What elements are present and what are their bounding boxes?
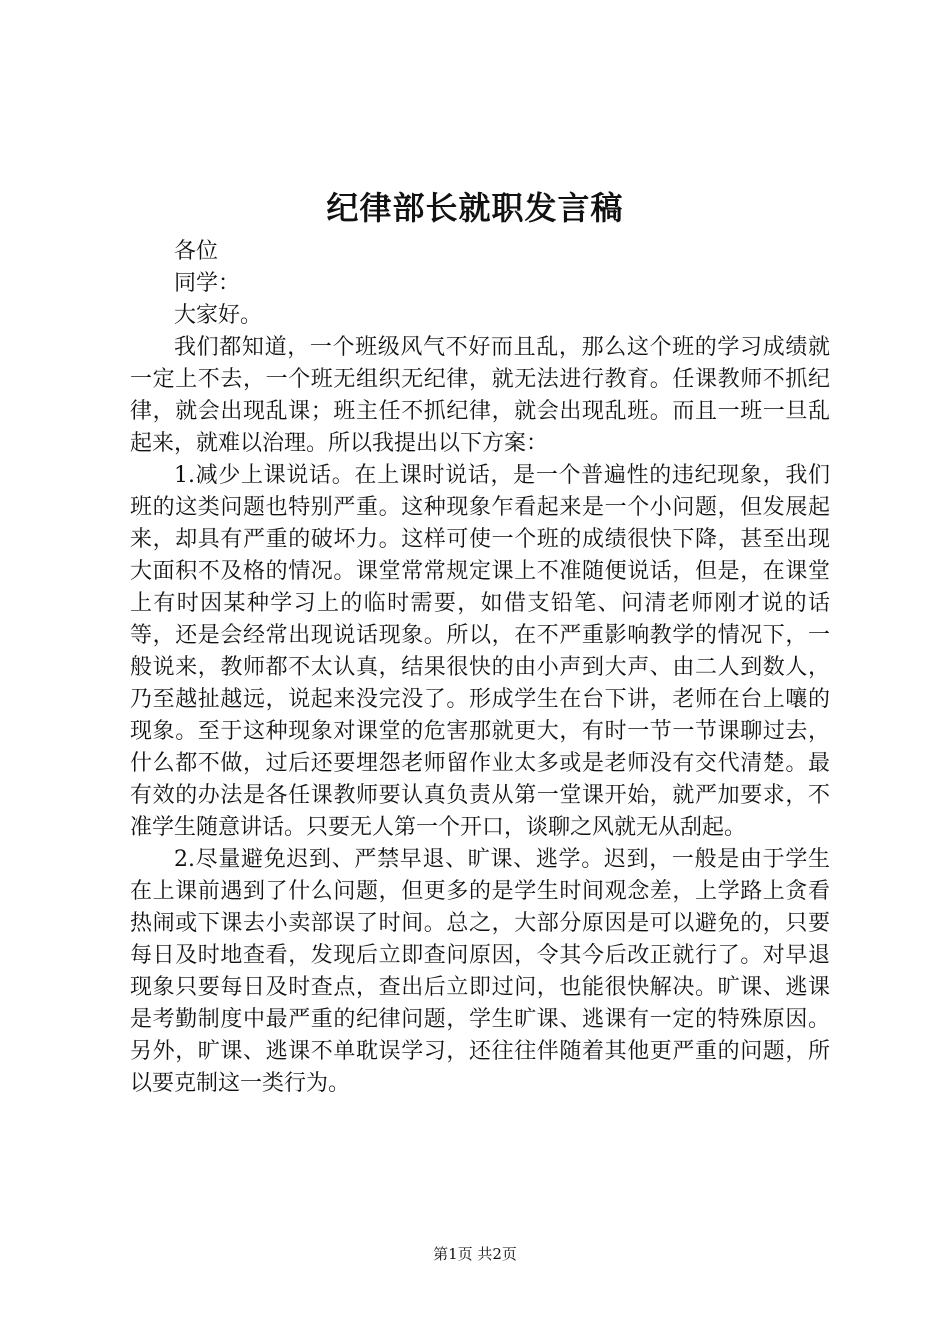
document-title: 纪律部长就职发言稿: [326, 189, 624, 227]
salutation-line-2: 同学：: [174, 271, 241, 296]
document-body: [130, 236, 830, 1100]
point-1-paragraph: 1.减少上课说话。在上课时说话，是一个普遍性的违纪现象，我们班的这类问题也特别严重。这种现象乍看起来是一个小问题，但发展起来，却具有严重的破坏力。这样可使一个班的成绩很快下降，甚至出现大面积不及格的情况。课堂常常规定课上不准随便说话，但是，在课堂上有时因某种学习上的临时需要，如借支铅笔、问清老师刚才说的话等，还是会经常出现说话现象。所以，在不严重影响教学的情况下，一般说来，教师都不太认真，结果很快的由小声到大声、由二人到数人，乃至越扯越远，说起来没完没了。形成学生在台下讲，老师在台上嚷的现象。至于这种现象对课堂的危害那就更大，有时一节一节课聊过去，什么都不做，过后还要埋怨老师留作业太多或是老师没有交代清楚。最有效的办法是各任课教师要认真负责从第一堂课开始，就严加要求，不准学生随意讲话。只要无人第一个开口，谈聊之风就无从刮起。: [130, 463, 830, 840]
greeting-line: 大家好。: [174, 303, 263, 328]
point-2-paragraph: 2.尽量避免迟到、严禁早退、旷课、逃学。迟到，一般是由于学生在上课前遇到了什么问题，但更多的是学生时间观念差，上学路上贪看热闹或下课去小卖部误了时间。总之，大部分原因是可以避免的，只要每日及时地查看，发现后立即查问原因，令其今后改正就行了。对早退现象只要每日及时查点，查出后立即过问，也能很快解决。旷课、逃课是考勤制度中最严重的纪律问题，学生旷课、逃课有一定的特殊原因。另外，旷课、逃课不单耽误学习，还往往伴随着其他更严重的问题，所以要克制这一类行为。: [130, 847, 830, 1096]
salutation-line-1: 各位: [174, 239, 219, 264]
intro-paragraph: 我们都知道，一个班级风气不好而且乱，那么这个班的学习成绩就一定上不去，一个班无组织无纪律，就无法进行教育。任课教师不抓纪律，就会出现乱课；班主任不抓纪律，就会出现乱班。而且一班一旦乱起来，就难以治理。所以我提出以下方案：: [130, 335, 830, 456]
page-footer: 第1页 共2页: [433, 1245, 517, 1263]
